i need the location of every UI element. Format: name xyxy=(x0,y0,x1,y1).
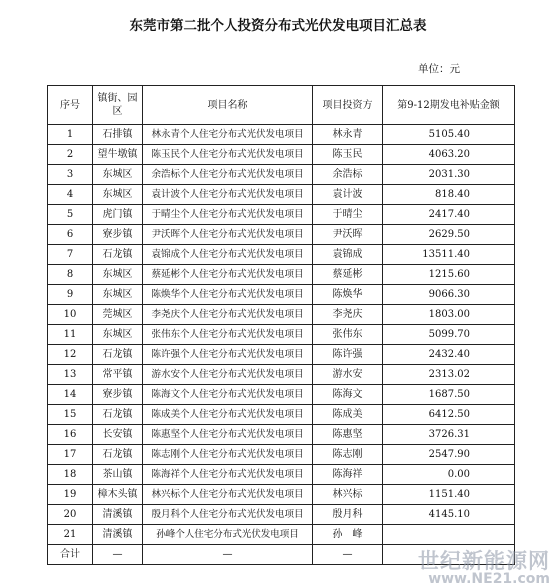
total-row xyxy=(48,545,515,565)
cell-project-name: 李尧庆个人住宅分布式光伏发电项目 xyxy=(143,305,313,325)
cell-amount: 4145.10 xyxy=(383,505,515,525)
cell-project-name: 孙峰个人住宅分布式光伏发电项目 xyxy=(143,525,313,545)
cell-project-name: 陈玉民个人住宅分布式光伏发电项目 xyxy=(143,145,313,165)
cell-project-name: 陈许强个人住宅分布式光伏发电项目 xyxy=(143,345,313,365)
cell-amount: 1151.40 xyxy=(383,485,515,505)
cell-town: 石排镇 xyxy=(93,125,143,145)
table-row xyxy=(48,185,515,205)
cell-town: 长安镇 xyxy=(93,425,143,445)
cell-town: 东城区 xyxy=(93,325,143,345)
cell-town: 寮步镇 xyxy=(93,385,143,405)
cell-town: 东城区 xyxy=(93,285,143,305)
cell-investor: 陈海祥 xyxy=(313,465,383,485)
cell-project-name: 殷月科个人住宅分布式光伏发电项目 xyxy=(143,505,313,525)
cell-investor: 林兴标 xyxy=(313,485,383,505)
table-row xyxy=(48,305,515,325)
cell-town: 石龙镇 xyxy=(93,445,143,465)
cell-amount: 6412.50 xyxy=(383,405,515,425)
cell-investor: 于晴尘 xyxy=(313,205,383,225)
table-row xyxy=(48,325,515,345)
cell-amount: 5099.70 xyxy=(383,325,515,345)
cell-town: 东城区 xyxy=(93,265,143,285)
cell-serial-number: 10 xyxy=(48,305,93,325)
total-project: — xyxy=(143,545,313,565)
table-row xyxy=(48,405,515,425)
cell-town: 莞城区 xyxy=(93,305,143,325)
cell-investor: 陈惠坚 xyxy=(313,425,383,445)
cell-town: 石龙镇 xyxy=(93,345,143,365)
cell-serial-number: 13 xyxy=(48,365,93,385)
cell-serial-number: 7 xyxy=(48,245,93,265)
cell-investor: 殷月科 xyxy=(313,505,383,525)
table-row xyxy=(48,145,515,165)
cell-investor: 陈许强 xyxy=(313,345,383,365)
cell-project-name: 张伟东个人住宅分布式光伏发电项目 xyxy=(143,325,313,345)
cell-town: 望牛墩镇 xyxy=(93,145,143,165)
cell-investor: 林永青 xyxy=(313,125,383,145)
table-row xyxy=(48,285,515,305)
cell-project-name: 陈惠坚个人住宅分布式光伏发电项目 xyxy=(143,425,313,445)
cell-investor: 余浩标 xyxy=(313,165,383,185)
cell-project-name: 袁计波个人住宅分布式光伏发电项目 xyxy=(143,185,313,205)
cell-amount: 2031.30 xyxy=(383,165,515,185)
cell-project-name: 陈焕华个人住宅分布式光伏发电项目 xyxy=(143,285,313,305)
header-subsidy-amount: 第9-12期发电补贴金额 xyxy=(383,86,515,125)
total-amount xyxy=(383,545,515,565)
cell-project-name: 于晴尘个人住宅分布式光伏发电项目 xyxy=(143,205,313,225)
cell-amount: 1215.60 xyxy=(383,265,515,285)
cell-town: 虎门镇 xyxy=(93,205,143,225)
table-row xyxy=(48,505,515,525)
cell-serial-number: 8 xyxy=(48,265,93,285)
cell-amount: 2417.40 xyxy=(383,205,515,225)
cell-amount: 818.40 xyxy=(383,185,515,205)
cell-serial-number: 16 xyxy=(48,425,93,445)
table-row xyxy=(48,165,515,185)
table-row xyxy=(48,205,515,225)
cell-town: 寮步镇 xyxy=(93,225,143,245)
table-row xyxy=(48,125,515,145)
cell-project-name: 陈海文个人住宅分布式光伏发电项目 xyxy=(143,385,313,405)
document-title: 东莞市第二批个人投资分布式光伏发电项目汇总表 xyxy=(129,18,427,34)
unit-label: 单位：元 xyxy=(418,63,460,75)
cell-town: 清溪镇 xyxy=(93,525,143,545)
cell-investor: 游水安 xyxy=(313,365,383,385)
cell-town: 常平镇 xyxy=(93,365,143,385)
total-investor: — xyxy=(313,545,383,565)
total-label: 合计 xyxy=(48,545,93,565)
cell-amount: 13511.40 xyxy=(383,245,515,265)
cell-serial-number: 17 xyxy=(48,445,93,465)
table-row xyxy=(48,525,515,545)
cell-amount: 2313.02 xyxy=(383,365,515,385)
table-row xyxy=(48,465,515,485)
cell-investor: 袁计波 xyxy=(313,185,383,205)
cell-serial-number: 9 xyxy=(48,285,93,305)
cell-project-name: 林兴标个人住宅分布式光伏发电项目 xyxy=(143,485,313,505)
subsidy-summary-table xyxy=(47,85,515,565)
table-row xyxy=(48,265,515,285)
header-project-name: 项目名称 xyxy=(143,86,313,125)
table-row xyxy=(48,385,515,405)
cell-serial-number: 3 xyxy=(48,165,93,185)
cell-investor: 张伟东 xyxy=(313,325,383,345)
cell-investor: 蔡延彬 xyxy=(313,265,383,285)
header-serial-number: 序号 xyxy=(48,86,93,125)
cell-serial-number: 20 xyxy=(48,505,93,525)
cell-investor: 孙 峰 xyxy=(313,525,383,545)
cell-project-name: 余浩标个人住宅分布式光伏发电项目 xyxy=(143,165,313,185)
cell-serial-number: 19 xyxy=(48,485,93,505)
cell-town: 石龙镇 xyxy=(93,405,143,425)
cell-investor: 尹沃晖 xyxy=(313,225,383,245)
cell-project-name: 游水安个人住宅分布式光伏发电项目 xyxy=(143,365,313,385)
cell-investor: 陈海文 xyxy=(313,385,383,405)
cell-serial-number: 11 xyxy=(48,325,93,345)
cell-amount: 2547.90 xyxy=(383,445,515,465)
cell-amount xyxy=(383,525,515,545)
watermark-url: www.NE21.com xyxy=(428,571,550,587)
table-row xyxy=(48,425,515,445)
cell-investor: 陈玉民 xyxy=(313,145,383,165)
cell-serial-number: 1 xyxy=(48,125,93,145)
cell-amount: 3726.31 xyxy=(383,425,515,445)
cell-investor: 陈焕华 xyxy=(313,285,383,305)
cell-project-name: 陈成美个人住宅分布式光伏发电项目 xyxy=(143,405,313,425)
cell-amount: 2629.50 xyxy=(383,225,515,245)
cell-amount: 0.00 xyxy=(383,465,515,485)
table-body xyxy=(48,125,515,545)
table-row xyxy=(48,365,515,385)
cell-project-name: 袁锦成个人住宅分布式光伏发电项目 xyxy=(143,245,313,265)
cell-investor: 李尧庆 xyxy=(313,305,383,325)
cell-amount: 1803.00 xyxy=(383,305,515,325)
table-row xyxy=(48,245,515,265)
cell-amount: 1687.50 xyxy=(383,385,515,405)
watermark-site-name: 世纪新能源网 xyxy=(418,549,550,573)
cell-investor: 陈志刚 xyxy=(313,445,383,465)
table-row xyxy=(48,345,515,365)
cell-town: 东城区 xyxy=(93,185,143,205)
cell-investor: 袁锦成 xyxy=(313,245,383,265)
cell-serial-number: 4 xyxy=(48,185,93,205)
cell-amount: 9066.30 xyxy=(383,285,515,305)
table-row xyxy=(48,485,515,505)
cell-amount: 4063.20 xyxy=(383,145,515,165)
cell-amount: 5105.40 xyxy=(383,125,515,145)
cell-serial-number: 5 xyxy=(48,205,93,225)
header-town-district: 镇街、园区 xyxy=(93,86,143,125)
cell-serial-number: 15 xyxy=(48,405,93,425)
cell-town: 清溪镇 xyxy=(93,505,143,525)
cell-project-name: 陈海祥个人住宅分布式光伏发电项目 xyxy=(143,465,313,485)
total-town: — xyxy=(93,545,143,565)
cell-project-name: 尹沃晖个人住宅分布式光伏发电项目 xyxy=(143,225,313,245)
cell-town: 石龙镇 xyxy=(93,245,143,265)
cell-serial-number: 14 xyxy=(48,385,93,405)
cell-investor: 陈成美 xyxy=(313,405,383,425)
cell-project-name: 林永青个人住宅分布式光伏发电项目 xyxy=(143,125,313,145)
cell-serial-number: 2 xyxy=(48,145,93,165)
cell-town: 樟木头镇 xyxy=(93,485,143,505)
cell-amount: 2432.40 xyxy=(383,345,515,365)
table-row xyxy=(48,225,515,245)
cell-serial-number: 21 xyxy=(48,525,93,545)
cell-project-name: 蔡延彬个人住宅分布式光伏发电项目 xyxy=(143,265,313,285)
table-row xyxy=(48,445,515,465)
header-investor: 项目投资方 xyxy=(313,86,383,125)
cell-serial-number: 12 xyxy=(48,345,93,365)
cell-project-name: 陈志刚个人住宅分布式光伏发电项目 xyxy=(143,445,313,465)
cell-serial-number: 18 xyxy=(48,465,93,485)
cell-town: 茶山镇 xyxy=(93,465,143,485)
cell-serial-number: 6 xyxy=(48,225,93,245)
cell-town: 东城区 xyxy=(93,165,143,185)
table-header-row xyxy=(48,86,515,125)
